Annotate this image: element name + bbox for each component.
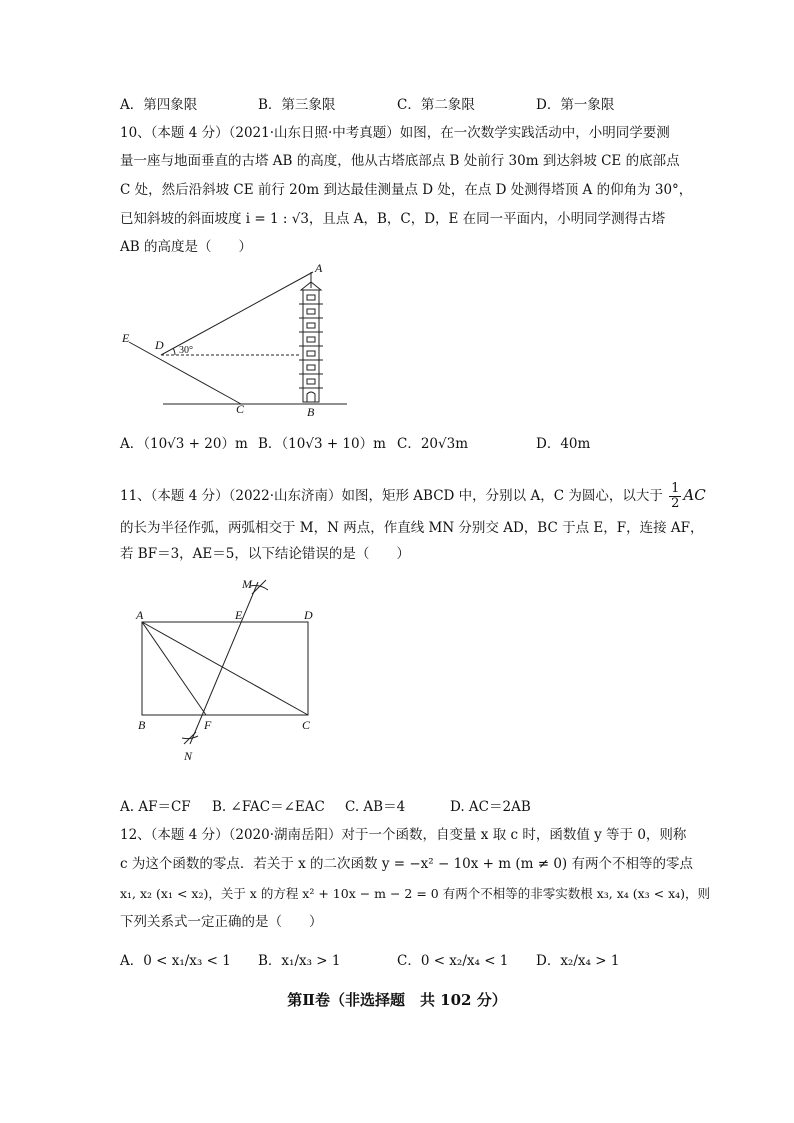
q10-option-d: D．40m (536, 436, 591, 452)
q10-line-2: 量一座与地面垂直的古塔 AB 的高度，他从古塔底部点 B 处前行 30m 到达斜坡 CE 的底部点 (120, 153, 680, 169)
label-c: C (302, 718, 311, 732)
label-f: F (204, 718, 212, 732)
q12-option-d: D．x₂/x₄ > 1 (536, 953, 620, 969)
q11-line-1-text: 11、（本题 4 分）（2022·山东济南）如图，矩形 ABCD 中，分别以 A，C 为圆心，以大于 (120, 488, 663, 504)
q12-line-3: x₁, x₂ (x₁ < x₂)，关于 x 的方程 x² + 10x − m − 2 = 0 有两个不相等的非零实数根 x₃, x₄ (x₃ < x₄)，则 (120, 886, 711, 901)
section-title: 第Ⅱ卷（非选择题 共 102 分） (287, 991, 507, 1009)
q11-rectangle-figure (130, 572, 330, 767)
q10-tower-figure (115, 260, 360, 420)
q10-line-3: C 处，然后沿斜坡 CE 前行 20m 到达最佳测量点 D 处，在点 D 处测得塔顶 A 的仰角为 30°， (120, 182, 693, 198)
label-b: B (138, 718, 146, 732)
q9-option-a: A．第四象限 (120, 97, 198, 113)
label-d: D (304, 608, 313, 622)
q12-line-1: 12、（本题 4 分）（2020·湖南岳阳）对于一个函数，自变量 x 取 c 时，函数值 y 等于 0，则称 (120, 827, 687, 843)
q9-option-d: D．第一象限 (536, 97, 615, 113)
line-mn (190, 582, 258, 744)
q11-option-d: D. AC＝2AB (450, 799, 531, 815)
label-e: E (122, 331, 130, 345)
q12-line-2: c 为这个函数的零点．若关于 x 的二次函数 y = −x² − 10x + m (m ≠ 0) 有两个不相等的零点 (120, 856, 693, 872)
pagoda-tower (299, 272, 323, 402)
label-b: B (307, 405, 315, 419)
q11-option-c: C. AB＝4 (345, 799, 406, 815)
q10-line-1: 10、（本题 4 分）（2021·山东日照·中考真题）如图，在一次数学实践活动中，小明同学要测 (120, 125, 670, 141)
q10-option-b: B．（10√3 + 10）m (258, 436, 386, 452)
angle-label: 30° (179, 345, 193, 356)
label-d: D (155, 338, 164, 352)
q11-fraction-ac: AC (683, 486, 706, 504)
label-n: N (184, 749, 193, 763)
arc-m-1 (250, 586, 268, 591)
diagonal-ac (142, 622, 308, 715)
q11-option-a: A. AF＝CF (120, 799, 191, 815)
label-a: A (136, 608, 144, 622)
q9-option-b: B．第三象限 (258, 97, 336, 113)
angle-arc (173, 348, 175, 355)
q10-option-a: A．（10√3 + 20）m (120, 436, 248, 452)
q11-fraction (669, 482, 681, 511)
q11-fraction-numerator: 1 (671, 481, 680, 496)
label-e: E (235, 608, 243, 622)
sight-line (161, 272, 313, 355)
label-m: M (242, 577, 252, 591)
q12-option-b: B．x₁/x₃ > 1 (258, 953, 341, 969)
q11-option-b: B. ∠FAC＝∠EAC (212, 799, 325, 815)
q11-line-2: 的长为半径作弧，两弧相交于 M，N 两点，作直线 MN 分别交 AD，BC 于点 E，F，连接 AF， (120, 520, 704, 536)
q12-line-4: 下列关系式一定正确的是（ ） (120, 914, 323, 930)
q12-option-a: A．0 < x₁/x₃ < 1 (120, 953, 231, 969)
q11-line-1 (120, 482, 706, 511)
q9-option-c: C．第二象限 (397, 97, 475, 113)
q10-option-c: C．20√3m (397, 436, 469, 452)
label-c: C (236, 402, 245, 416)
segment-af (142, 622, 206, 715)
q11-fraction-denominator: 2 (671, 496, 680, 511)
q11-line-3: 若 BF＝3，AE＝5，以下结论错误的是（ ） (120, 546, 410, 562)
q12-option-c: C．0 < x₂/x₄ < 1 (397, 953, 509, 969)
q10-line-4: 已知斜坡的斜面坡度 i = 1 : √3，且点 A，B，C，D，E 在同一平面内，小明同学测得古塔 (120, 211, 666, 227)
label-a: A (315, 261, 323, 275)
q10-line-5: AB 的高度是（ ） (120, 239, 252, 255)
